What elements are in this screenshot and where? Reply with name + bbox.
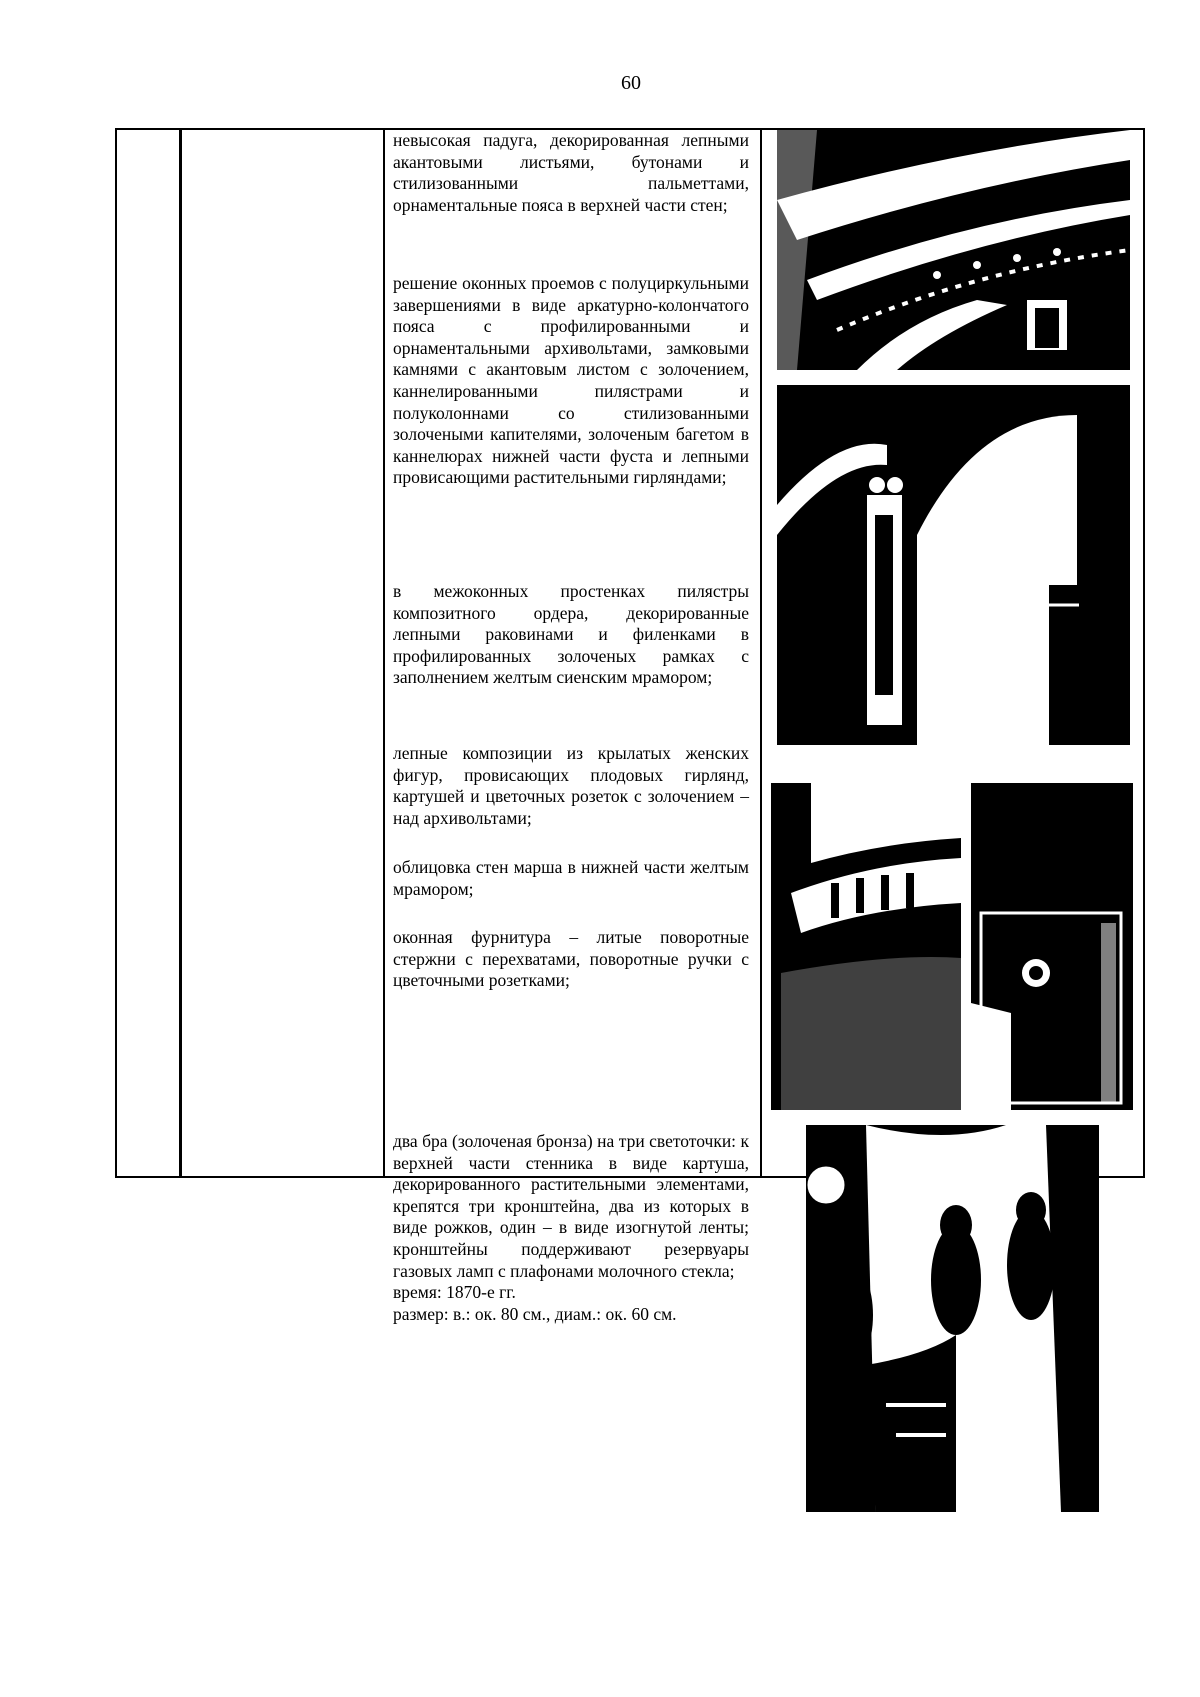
page-number: 60 (621, 72, 641, 94)
description-sculpture: лепные композиции из крылатых женских фигур, провисающих плодовых гирлянд, картушей и цветочных розеток с золочением – над архивольтами; (393, 743, 749, 828)
photo-ceiling (777, 130, 1130, 370)
column-divider-4 (760, 130, 762, 1176)
column-divider-3 (383, 130, 385, 1176)
column-divider-2 (180, 130, 182, 1176)
description-windows: решение оконных проемов с полуциркульными завершениями в виде аркатурно-колончатого пояса с профилированными и орнаментальными архивольтами, замковыми камнями с акантовым листом с золочением, каннелированными пилястрами и полуколоннами со стилизованными золочеными капителями, золоченым багетом в каннелюрах нижней части фуста и лепными провисающими растительными гирляндами; (393, 273, 749, 488)
description-pilasters: в межоконных простенках пилястры композитного ордера, декорированные лепными раковинами и филенками в профилированных золоченых рамках с заполнением желтым сиенским мрамором; (393, 581, 749, 688)
photo-balustrade (771, 783, 1133, 1110)
sconce-size: размер: в.: ок. 80 см., диам.: ок. 60 см. (393, 1303, 677, 1324)
photo-arched-windows (777, 385, 1130, 757)
description-fittings: оконная фурнитура – литые поворотные стержни с перехватами, поворотные ручки с цветочными розетками; (393, 927, 749, 991)
description-marble: облицовка стен марша в нижней части желтым мрамором; (393, 857, 749, 899)
description-sconce: два бра (золоченая бронза) на три светоточки: к верхней части стенника в виде картуша, декорированного растительными элементами, крепятся три кронштейна, два из которых в виде рожков, один – в виде изогнутой ленты; кронштейны поддерживают резервуары газовых ламп с плафонами молочного стекла; время: 1870-е гг. размер: в.: ок. 80 см., диам.: ок. 60 см. (393, 1131, 749, 1324)
description-ceiling: невысокая падуга, декорированная лепными акантовыми листьями, бутонами и стилизованными пальметтами, орнаментальные пояса в верхней части стен; (393, 130, 749, 215)
photo-sconce (806, 1125, 1099, 1512)
sconce-date: время: 1870-е гг. (393, 1282, 516, 1303)
